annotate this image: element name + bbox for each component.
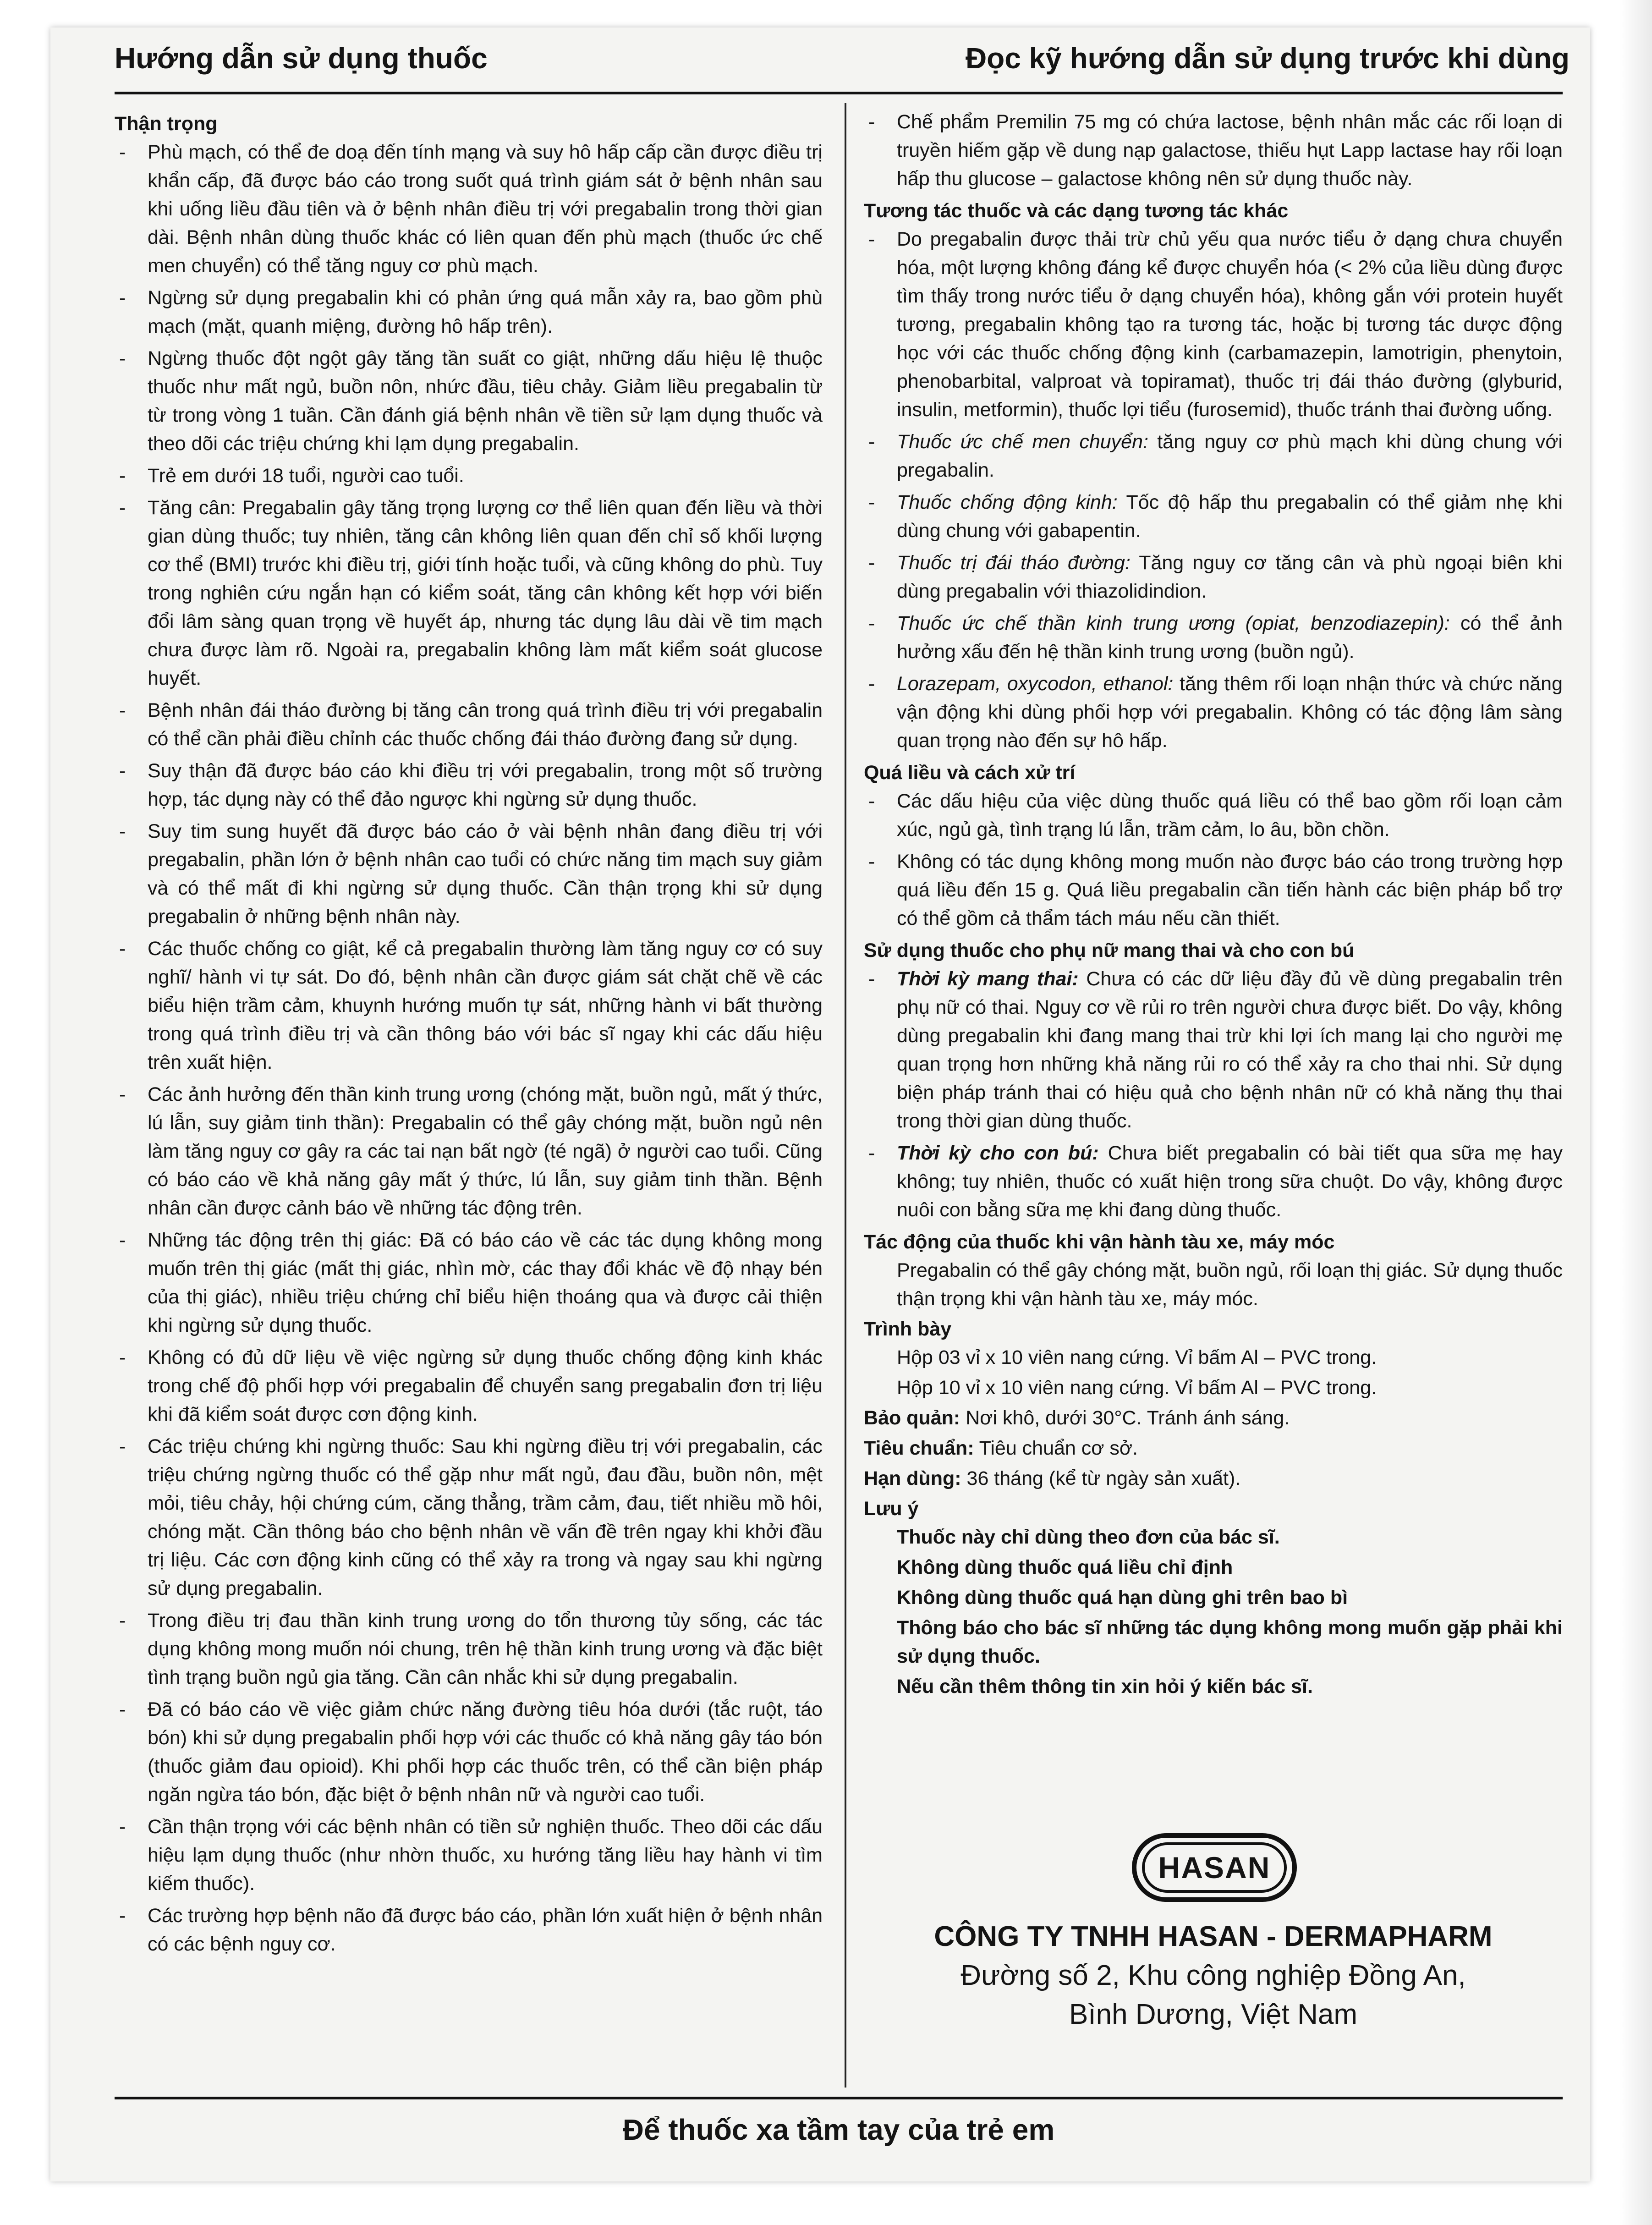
note-line: Thuốc này chỉ dùng theo đơn của bác sĩ. xyxy=(897,1526,1280,1548)
footer-rule xyxy=(115,2097,1563,2099)
interaction-item xyxy=(864,549,1563,605)
expiry-text: 36 tháng (kể từ ngày sản xuất). xyxy=(961,1467,1241,1489)
header-left-title: Hướng dẫn sử dụng thuốc xyxy=(115,42,488,75)
precaution-item: - Tăng cân: Pregabalin gây tăng trọng lượng cơ thể liên quan đến liều và thời gian dùng thuốc; tuy nhiên, tăng cân không liên quan đến chỉ số khối lượng cơ thể (BMI) trước khi điều trị, giới tính hoặc tuổi, và cũng không do phù. Tuy trong nghiên cứu ngắn hạn có kiểm soát, tăng cân không kết hợp với biến đổi lâm sàng quan trọng về huyết áp, nhưng tác dụng lâu dài về tim mạch chưa được làm rõ. Ngoài ra, pregabalin không làm mất kiểm soát glucose huyết. xyxy=(115,494,823,692)
section-heading-driving: Tác động của thuốc khi vận hành tàu xe, máy móc xyxy=(864,1231,1335,1253)
breastfeeding-text: Chưa biết pregabalin có bài tiết qua sữa mẹ hay không; tuy nhiên, thuốc có xuất hiện trong sữa chuột. Do vậy, không được nuôi con bằng sữa mẹ khi đang dùng thuốc. xyxy=(897,1142,1563,1221)
standard-line xyxy=(864,1434,1563,1462)
hasan-logo xyxy=(1132,1833,1297,1902)
precaution-item: - Suy thận đã được báo cáo khi điều trị với pregabalin, trong một số trường hợp, tác dụng này có thể đảo ngược khi ngừng sử dụng thuốc. xyxy=(115,757,823,813)
breastfeeding-item xyxy=(864,1139,1563,1224)
driving-text: Pregabalin có thể gây chóng mặt, buồn ngủ, rối loạn thị giác. Sử dụng thuốc thận trọng khi vận hành tàu xe, máy móc. xyxy=(897,1259,1563,1310)
section-heading-overdose: Quá liều và cách xử trí xyxy=(864,762,1076,784)
interaction-label: Thuốc ức chế thần kinh trung ương (opiat, benzodiazepin): xyxy=(897,612,1450,634)
precaution-item: - Những tác động trên thị giác: Đã có báo cáo về các tác dụng không mong muốn trên thị giác (mất thị giác, nhìn mờ, các thay đổi khác về độ nhạy bén của thị giác), nhiều triệu chứng chỉ biểu hiện thoáng qua và được cải thiện khi ngừng sử dụng thuốc. xyxy=(115,1226,823,1340)
note-line: Không dùng thuốc quá hạn dùng ghi trên bao bì xyxy=(897,1587,1348,1609)
precaution-item: - Các ảnh hưởng đến thần kinh trung ương (chóng mặt, buồn ngủ, mất ý thức, lú lẫn, suy giảm tinh thần): Pregabalin có thể gây chóng mặt, buồn ngủ nên làm tăng nguy cơ gây ra các tai nạn bất ngờ (té ngã) ở người cao tuổi. Cũng có báo cáo về khả năng gây mất ý thức, lú lẫn, suy giảm tinh thần. Bệnh nhân cần được cảnh báo về những tác động trên. xyxy=(115,1080,823,1222)
storage-text: Nơi khô, dưới 30°C. Tránh ánh sáng. xyxy=(960,1407,1290,1429)
precaution-item: - Phù mạch, có thể đe doạ đến tính mạng và suy hô hấp cấp cần được điều trị khẩn cấp, đã được báo cáo trong suốt quá trình giám sát ở bệnh nhân sau khi uống liều đầu tiên và ở bệnh nhân điều trị với pregabalin trong thời gian dài. Bệnh nhân dùng thuốc khác có liên quan đến phù mạch (thuốc ức chế men chuyển) có thể tăng nguy cơ phù mạch. xyxy=(115,138,823,280)
pregnancy-item xyxy=(864,965,1563,1135)
interaction-item xyxy=(864,609,1563,666)
precaution-item: - Các thuốc chống co giật, kể cả pregabalin thường làm tăng nguy cơ có suy nghĩ/ hành vi tự sát. Do đó, bệnh nhân cần được giám sát chặt chẽ về các biểu hiện trầm cảm, khuynh hướng muốn tự sát, những hành vi bất thường trong quá trình điều trị và cần thông báo với bác sĩ ngay khi các dấu hiệu trên xuất hiện. xyxy=(115,934,823,1077)
interaction-text: có thể ảnh hưởng xấu đến hệ thần kinh trung ương (buồn ngủ). xyxy=(897,612,1563,663)
presentation-line: Hộp 10 vỉ x 10 viên nang cứng. Vỉ bấm Al – PVC trong. xyxy=(897,1377,1377,1399)
footer-warning: Để thuốc xa tầm tay của trẻ em xyxy=(622,2113,1055,2146)
standard-text: Tiêu chuẩn cơ sở. xyxy=(974,1437,1138,1459)
precaution-item: - Cần thận trọng với các bệnh nhân có tiền sử nghiện thuốc. Theo dõi các dấu hiệu lạm dụng thuốc (như nhờn thuốc, xu hướng tăng liều hay hành vi tìm kiếm thuốc). xyxy=(115,1813,823,1898)
section-heading-pregnancy: Sử dụng thuốc cho phụ nữ mang thai và cho con bú xyxy=(864,939,1355,961)
lactose-warning: - Chế phẩm Premilin 75 mg có chứa lactose, bệnh nhân mắc các rối loạn di truyền hiếm gặp về dung nạp galactose, thiếu hụt Lapp lactase hay rối loạn hấp thu glucose – galactose không nên sử dụng thuốc này. xyxy=(864,108,1563,193)
interaction-text: tăng nguy cơ phù mạch khi dùng chung với pregabalin. xyxy=(897,431,1563,481)
note-line: Không dùng thuốc quá liều chỉ định xyxy=(897,1556,1233,1578)
pregnancy-label: Thời kỳ mang thai: xyxy=(897,968,1079,990)
precaution-item: - Không có đủ dữ liệu về việc ngừng sử dụng thuốc chống động kinh khác trong chế độ phối hợp với pregabalin để chuyển sang pregabalin đơn trị liệu khi đã kiểm soát được cơn động kinh. xyxy=(115,1343,823,1428)
presentation-line: Hộp 03 vỉ x 10 viên nang cứng. Vỉ bấm Al – PVC trong. xyxy=(897,1346,1377,1368)
interaction-text: tăng thêm rối loạn nhận thức và chức năng vận động khi dùng phối hợp với pregabalin. Không có tác động lâm sàng quan trọng nào đến sự hô hấp. xyxy=(897,673,1563,752)
precaution-item: - Các triệu chứng khi ngừng thuốc: Sau khi ngừng điều trị với pregabalin, các triệu chứng ngừng thuốc có thể gặp như mất ngủ, đau đầu, buồn nôn, mệt mỏi, tiêu chảy, hội chứng cúm, căng thẳng, trầm cảm, đau, tiết nhiều mồ hôi, chóng mặt. Cần thông báo cho bệnh nhân về vấn đề trên ngay khi khởi đầu trị liệu. Các cơn động kinh cũng có thể xảy ra trong và ngay sau khi ngừng sử dụng pregabalin. xyxy=(115,1432,823,1603)
logo-text: HASAN xyxy=(1142,1842,1287,1893)
company-name: CÔNG TY TNHH HASAN - DERMAPHARM xyxy=(934,1921,1493,1952)
section-heading-interactions: Tương tác thuốc và các dạng tương tác khác xyxy=(864,200,1289,222)
scan-edge xyxy=(1620,0,1652,2225)
left-column xyxy=(115,108,823,1962)
note-line: Nếu cần thêm thông tin xin hỏi ý kiến bác sĩ. xyxy=(897,1676,1313,1698)
interaction-text: Tăng nguy cơ tăng cân và phù ngoại biên khi dùng pregabalin với thiazolidindion. xyxy=(897,552,1563,602)
header-rule xyxy=(115,92,1563,94)
interaction-item xyxy=(864,670,1563,755)
header-right-title: Đọc kỹ hướng dẫn sử dụng trước khi dùng xyxy=(965,42,1570,75)
precaution-item: - Các trường hợp bệnh não đã được báo cáo, phần lớn xuất hiện ở bệnh nhân có các bệnh nguy cơ. xyxy=(115,1901,823,1958)
company-address-line2: Bình Dương, Việt Nam xyxy=(1069,1999,1357,2030)
interaction-item: - Do pregabalin được thải trừ chủ yếu qua nước tiểu ở dạng chưa chuyển hóa, một lượng không đáng kể được chuyển hóa (< 2% của liều dùng được tìm thấy trong nước tiểu ở dạng chuyển hóa), không gắn với protein huyết tương, pregabalin không tạo ra tương tác, hoặc bị tương tác dược động học với các thuốc chống động kinh (carbamazepin, lamotrigin, phenytoin, phenobarbital, valproat và topiramat), thuốc trị đái tháo đường (glyburid, insulin, metformin), thuốc lợi tiểu (furosemid), thuốc tránh thai đường uống. xyxy=(864,225,1563,424)
precaution-item: - Suy tim sung huyết đã được báo cáo ở vài bệnh nhân đang điều trị với pregabalin, phần lớn ở bệnh nhân cao tuổi có chức năng tim mạch suy giảm và có thể mất đi khi ngừng sử dụng thuốc. Cần thận trọng khi sử dụng pregabalin ở những bệnh nhân này. xyxy=(115,817,823,931)
pregnancy-text: Chưa có các dữ liệu đầy đủ về dùng pregabalin trên phụ nữ có thai. Nguy cơ về rủi ro trên người chưa được biết. Do vậy, không dùng pregabalin khi đang mang thai trừ khi lợi ích mang lại cho người mẹ quan trọng hơn những khả năng rủi ro có thể xảy ra cho thai nhi. Sử dụng biện pháp tránh thai có hiệu quả cho bệnh nhân nữ có khả năng thụ thai trong thời gian dùng thuốc. xyxy=(897,968,1563,1132)
interaction-text: Tốc độ hấp thu pregabalin có thể giảm nhẹ khi dùng chung với gabapentin. xyxy=(897,491,1563,542)
note-line: Thông báo cho bác sĩ những tác dụng không mong muốn gặp phải khi sử dụng thuốc. xyxy=(897,1617,1563,1667)
expiry-label: Hạn dùng: xyxy=(864,1467,961,1489)
precaution-item: - Đã có báo cáo về việc giảm chức năng đường tiêu hóa dưới (tắc ruột, táo bón) khi sử dụng pregabalin phối hợp với các thuốc có khả năng gây táo bón (thuốc giảm đau opioid). Khi phối hợp các thuốc trên, có thể cần biện pháp ngăn ngừa táo bón, đặc biệt ở bệnh nhân nữ và người cao tuổi. xyxy=(115,1695,823,1809)
precaution-item: - Ngừng thuốc đột ngột gây tăng tần suất co giật, những dấu hiệu lệ thuộc thuốc như mất ngủ, buồn nôn, nhức đầu, tiêu chảy. Giảm liều pregabalin từ từ trong vòng 1 tuần. Cần đánh giá bệnh nhân về tiền sử lạm dụng thuốc và theo dõi các triệu chứng khi lạm dụng pregabalin. xyxy=(115,344,823,458)
precaution-item: - Trong điều trị đau thần kinh trung ương do tổn thương tủy sống, các tác dụng không mong muốn nói chung, trên hệ thần kinh trung ương và đặc biệt tình trạng buồn ngủ gia tăng. Cần cân nhắc khi sử dụng pregabalin. xyxy=(115,1606,823,1692)
precaution-item: - Bệnh nhân đái tháo đường bị tăng cân trong quá trình điều trị với pregabalin có thể cần phải điều chỉnh các thuốc chống đái tháo đường đang sử dụng. xyxy=(115,696,823,753)
overdose-item: - Các dấu hiệu của việc dùng thuốc quá liều có thể bao gồm rối loạn cảm xúc, ngủ gà, tình trạng lú lẫn, trầm cảm, lo âu, bồn chồn. xyxy=(864,787,1563,844)
interaction-label: Thuốc chống động kinh: xyxy=(897,491,1118,513)
interaction-label: Thuốc trị đái tháo đường: xyxy=(897,552,1131,574)
section-heading-presentation: Trình bày xyxy=(864,1318,952,1340)
company-address-line1: Đường số 2, Khu công nghiệp Đồng An, xyxy=(960,1960,1466,1991)
precaution-item: - Trẻ em dưới 18 tuổi, người cao tuổi. xyxy=(115,461,823,490)
standard-label: Tiêu chuẩn: xyxy=(864,1437,974,1459)
interaction-item xyxy=(864,488,1563,545)
breastfeeding-label: Thời kỳ cho con bú: xyxy=(897,1142,1099,1164)
interaction-label: Thuốc ức chế men chuyển: xyxy=(897,431,1148,453)
storage-line xyxy=(864,1404,1563,1432)
interaction-label: Lorazepam, oxycodon, ethanol: xyxy=(897,673,1174,695)
overdose-item: - Không có tác dụng không mong muốn nào được báo cáo trong trường hợp quá liều đến 15 g. Quá liều pregabalin cần tiến hành các biện pháp bổ trợ có thể gồm cả thẩm tách máu nếu cần thiết. xyxy=(864,847,1563,933)
interaction-item xyxy=(864,428,1563,484)
storage-label: Bảo quản: xyxy=(864,1407,960,1429)
section-heading-precautions: Thận trọng xyxy=(115,113,218,135)
section-heading-notes: Lưu ý xyxy=(864,1498,919,1520)
right-column xyxy=(864,108,1563,1703)
precaution-item: - Ngừng sử dụng pregabalin khi có phản ứng quá mẫn xảy ra, bao gồm phù mạch (mặt, quanh miệng, đường hô hấp trên). xyxy=(115,284,823,341)
column-divider xyxy=(845,103,846,2088)
expiry-line xyxy=(864,1464,1563,1493)
